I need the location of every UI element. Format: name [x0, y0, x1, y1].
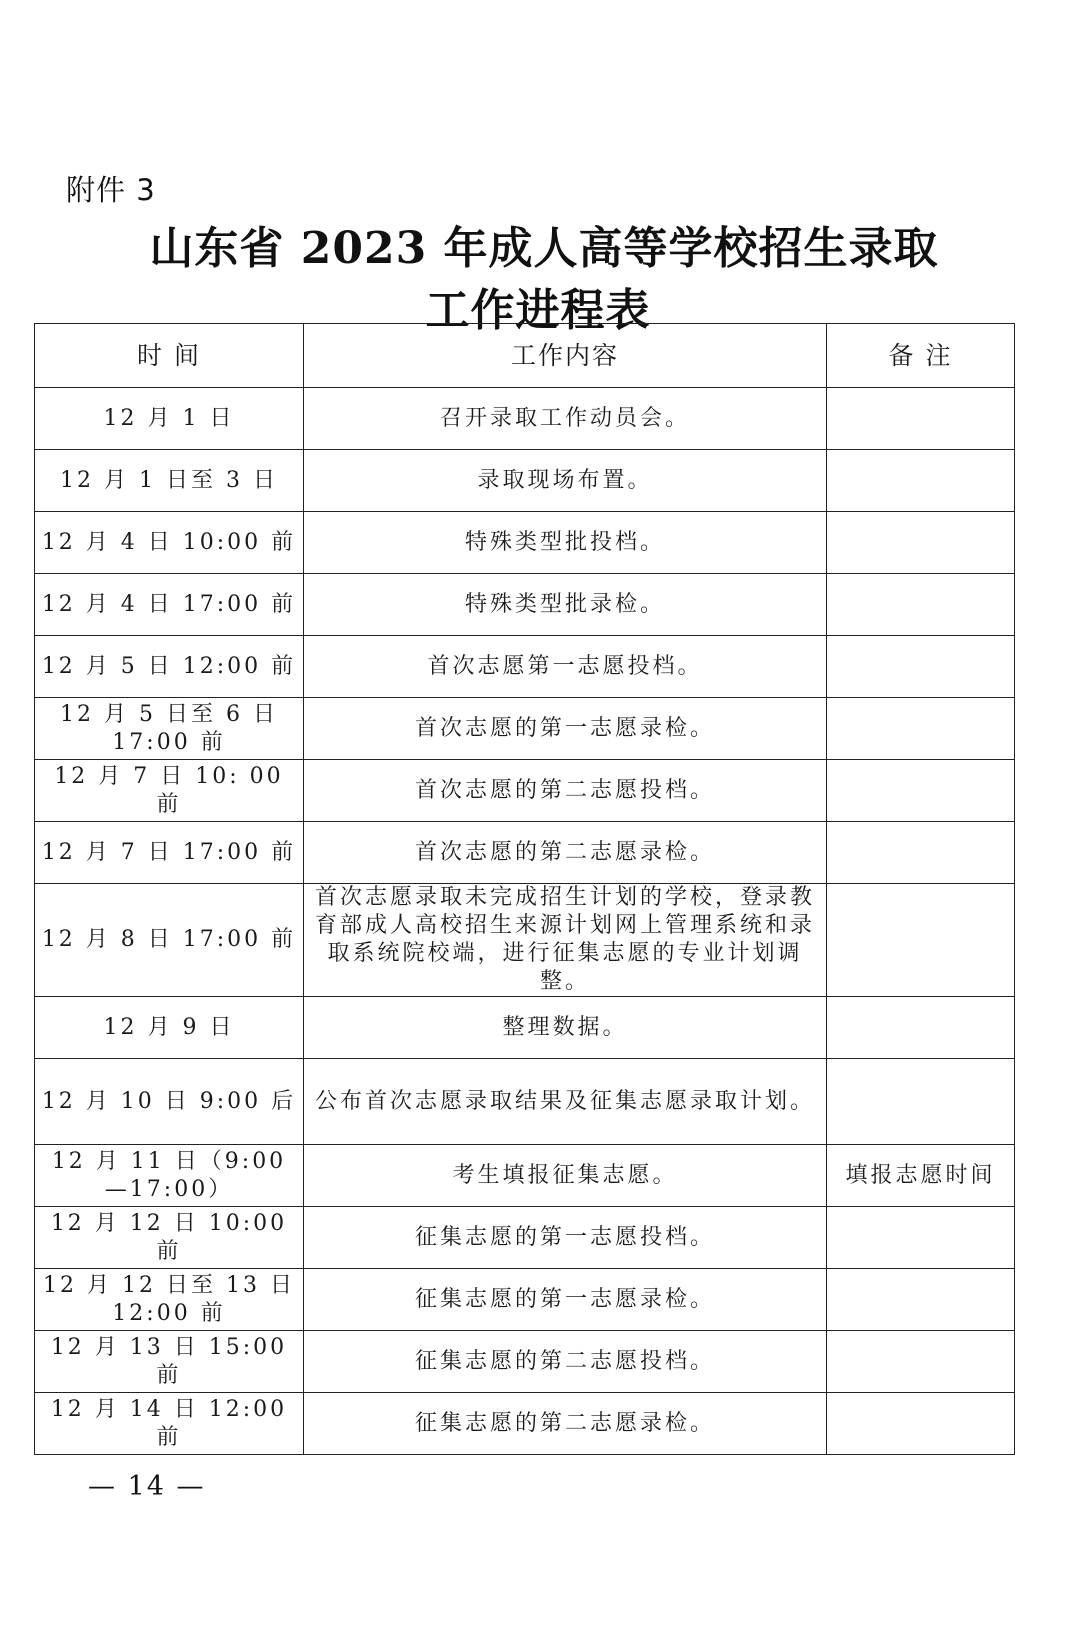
cell-content: 征集志愿的第一志愿录检。 [304, 1269, 827, 1331]
header-remark: 备 注 [827, 324, 1015, 388]
cell-remark [827, 884, 1015, 997]
table-row [35, 388, 1015, 450]
cell-content: 特殊类型批投档。 [304, 512, 827, 574]
cell-time: 12 月 7 日 17:00 前 [35, 822, 304, 884]
table-row [35, 1145, 1015, 1207]
cell-remark [827, 636, 1015, 698]
table-row [35, 1393, 1015, 1455]
cell-time: 12 月 9 日 [35, 997, 304, 1059]
table-row [35, 512, 1015, 574]
cell-remark [827, 1331, 1015, 1393]
table-row [35, 1207, 1015, 1269]
cell-content: 整理数据。 [304, 997, 827, 1059]
table-row [35, 1059, 1015, 1145]
cell-remark [827, 1269, 1015, 1331]
cell-content: 征集志愿的第二志愿投档。 [304, 1331, 827, 1393]
cell-content: 征集志愿的第一志愿投档。 [304, 1207, 827, 1269]
cell-content: 召开录取工作动员会。 [304, 388, 827, 450]
cell-content: 特殊类型批录检。 [304, 574, 827, 636]
cell-remark [827, 450, 1015, 512]
cell-remark [827, 822, 1015, 884]
cell-time: 12 月 13 日 15:00 前 [35, 1331, 304, 1393]
cell-content: 首次志愿录取未完成招生计划的学校，登录教育部成人高校招生来源计划网上管理系统和录取系统院校端，进行征集志愿的专业计划调整。 [304, 884, 827, 997]
cell-content: 首次志愿第一志愿投档。 [304, 636, 827, 698]
cell-time: 12 月 1 日 [35, 388, 304, 450]
schedule-table [34, 323, 1015, 1455]
document-title-line-1: 山东省 2023 年成人高等学校招生录取 [149, 223, 939, 274]
cell-time: 12 月 4 日 17:00 前 [35, 574, 304, 636]
cell-remark: 填报志愿时间 [827, 1145, 1015, 1207]
cell-remark [827, 1207, 1015, 1269]
table-row [35, 760, 1015, 822]
cell-content: 征集志愿的第二志愿录检。 [304, 1393, 827, 1455]
cell-content: 首次志愿的第一志愿录检。 [304, 698, 827, 760]
cell-content: 公布首次志愿录取结果及征集志愿录取计划。 [304, 1059, 827, 1145]
cell-time: 12 月 1 日至 3 日 [35, 450, 304, 512]
page-number: — 14 — [88, 1471, 206, 1502]
cell-time: 12 月 7 日 10: 00 前 [35, 760, 304, 822]
attachment-label: 附件 3 [66, 173, 156, 207]
cell-time: 12 月 10 日 9:00 后 [35, 1059, 304, 1145]
cell-time: 12 月 8 日 17:00 前 [35, 884, 304, 997]
document-title-line-2: 工作进程表 [425, 285, 651, 336]
cell-remark [827, 997, 1015, 1059]
cell-time: 12 月 5 日 12:00 前 [35, 636, 304, 698]
table-row [35, 822, 1015, 884]
cell-remark [827, 1059, 1015, 1145]
table-row [35, 574, 1015, 636]
cell-content: 首次志愿的第二志愿投档。 [304, 760, 827, 822]
header-content: 工作内容 [304, 324, 827, 388]
cell-content: 考生填报征集志愿。 [304, 1145, 827, 1207]
cell-remark [827, 1393, 1015, 1455]
cell-content: 录取现场布置。 [304, 450, 827, 512]
cell-time: 12 月 11 日（9:00—17:00） [35, 1145, 304, 1207]
table-row [35, 1269, 1015, 1331]
table-row [35, 698, 1015, 760]
cell-remark [827, 760, 1015, 822]
cell-time: 12 月 4 日 10:00 前 [35, 512, 304, 574]
cell-content: 首次志愿的第二志愿录检。 [304, 822, 827, 884]
cell-time: 12 月 12 日至 13 日 12:00 前 [35, 1269, 304, 1331]
table-row [35, 636, 1015, 698]
table-header-row [35, 324, 1015, 388]
cell-remark [827, 512, 1015, 574]
cell-remark [827, 574, 1015, 636]
header-time: 时 间 [35, 324, 304, 388]
table-row [35, 1331, 1015, 1393]
cell-time: 12 月 12 日 10:00 前 [35, 1207, 304, 1269]
cell-time: 12 月 5 日至 6 日 17:00 前 [35, 698, 304, 760]
table-row [35, 997, 1015, 1059]
table-row [35, 450, 1015, 512]
cell-time: 12 月 14 日 12:00 前 [35, 1393, 304, 1455]
cell-remark [827, 388, 1015, 450]
table-row [35, 884, 1015, 997]
cell-remark [827, 698, 1015, 760]
